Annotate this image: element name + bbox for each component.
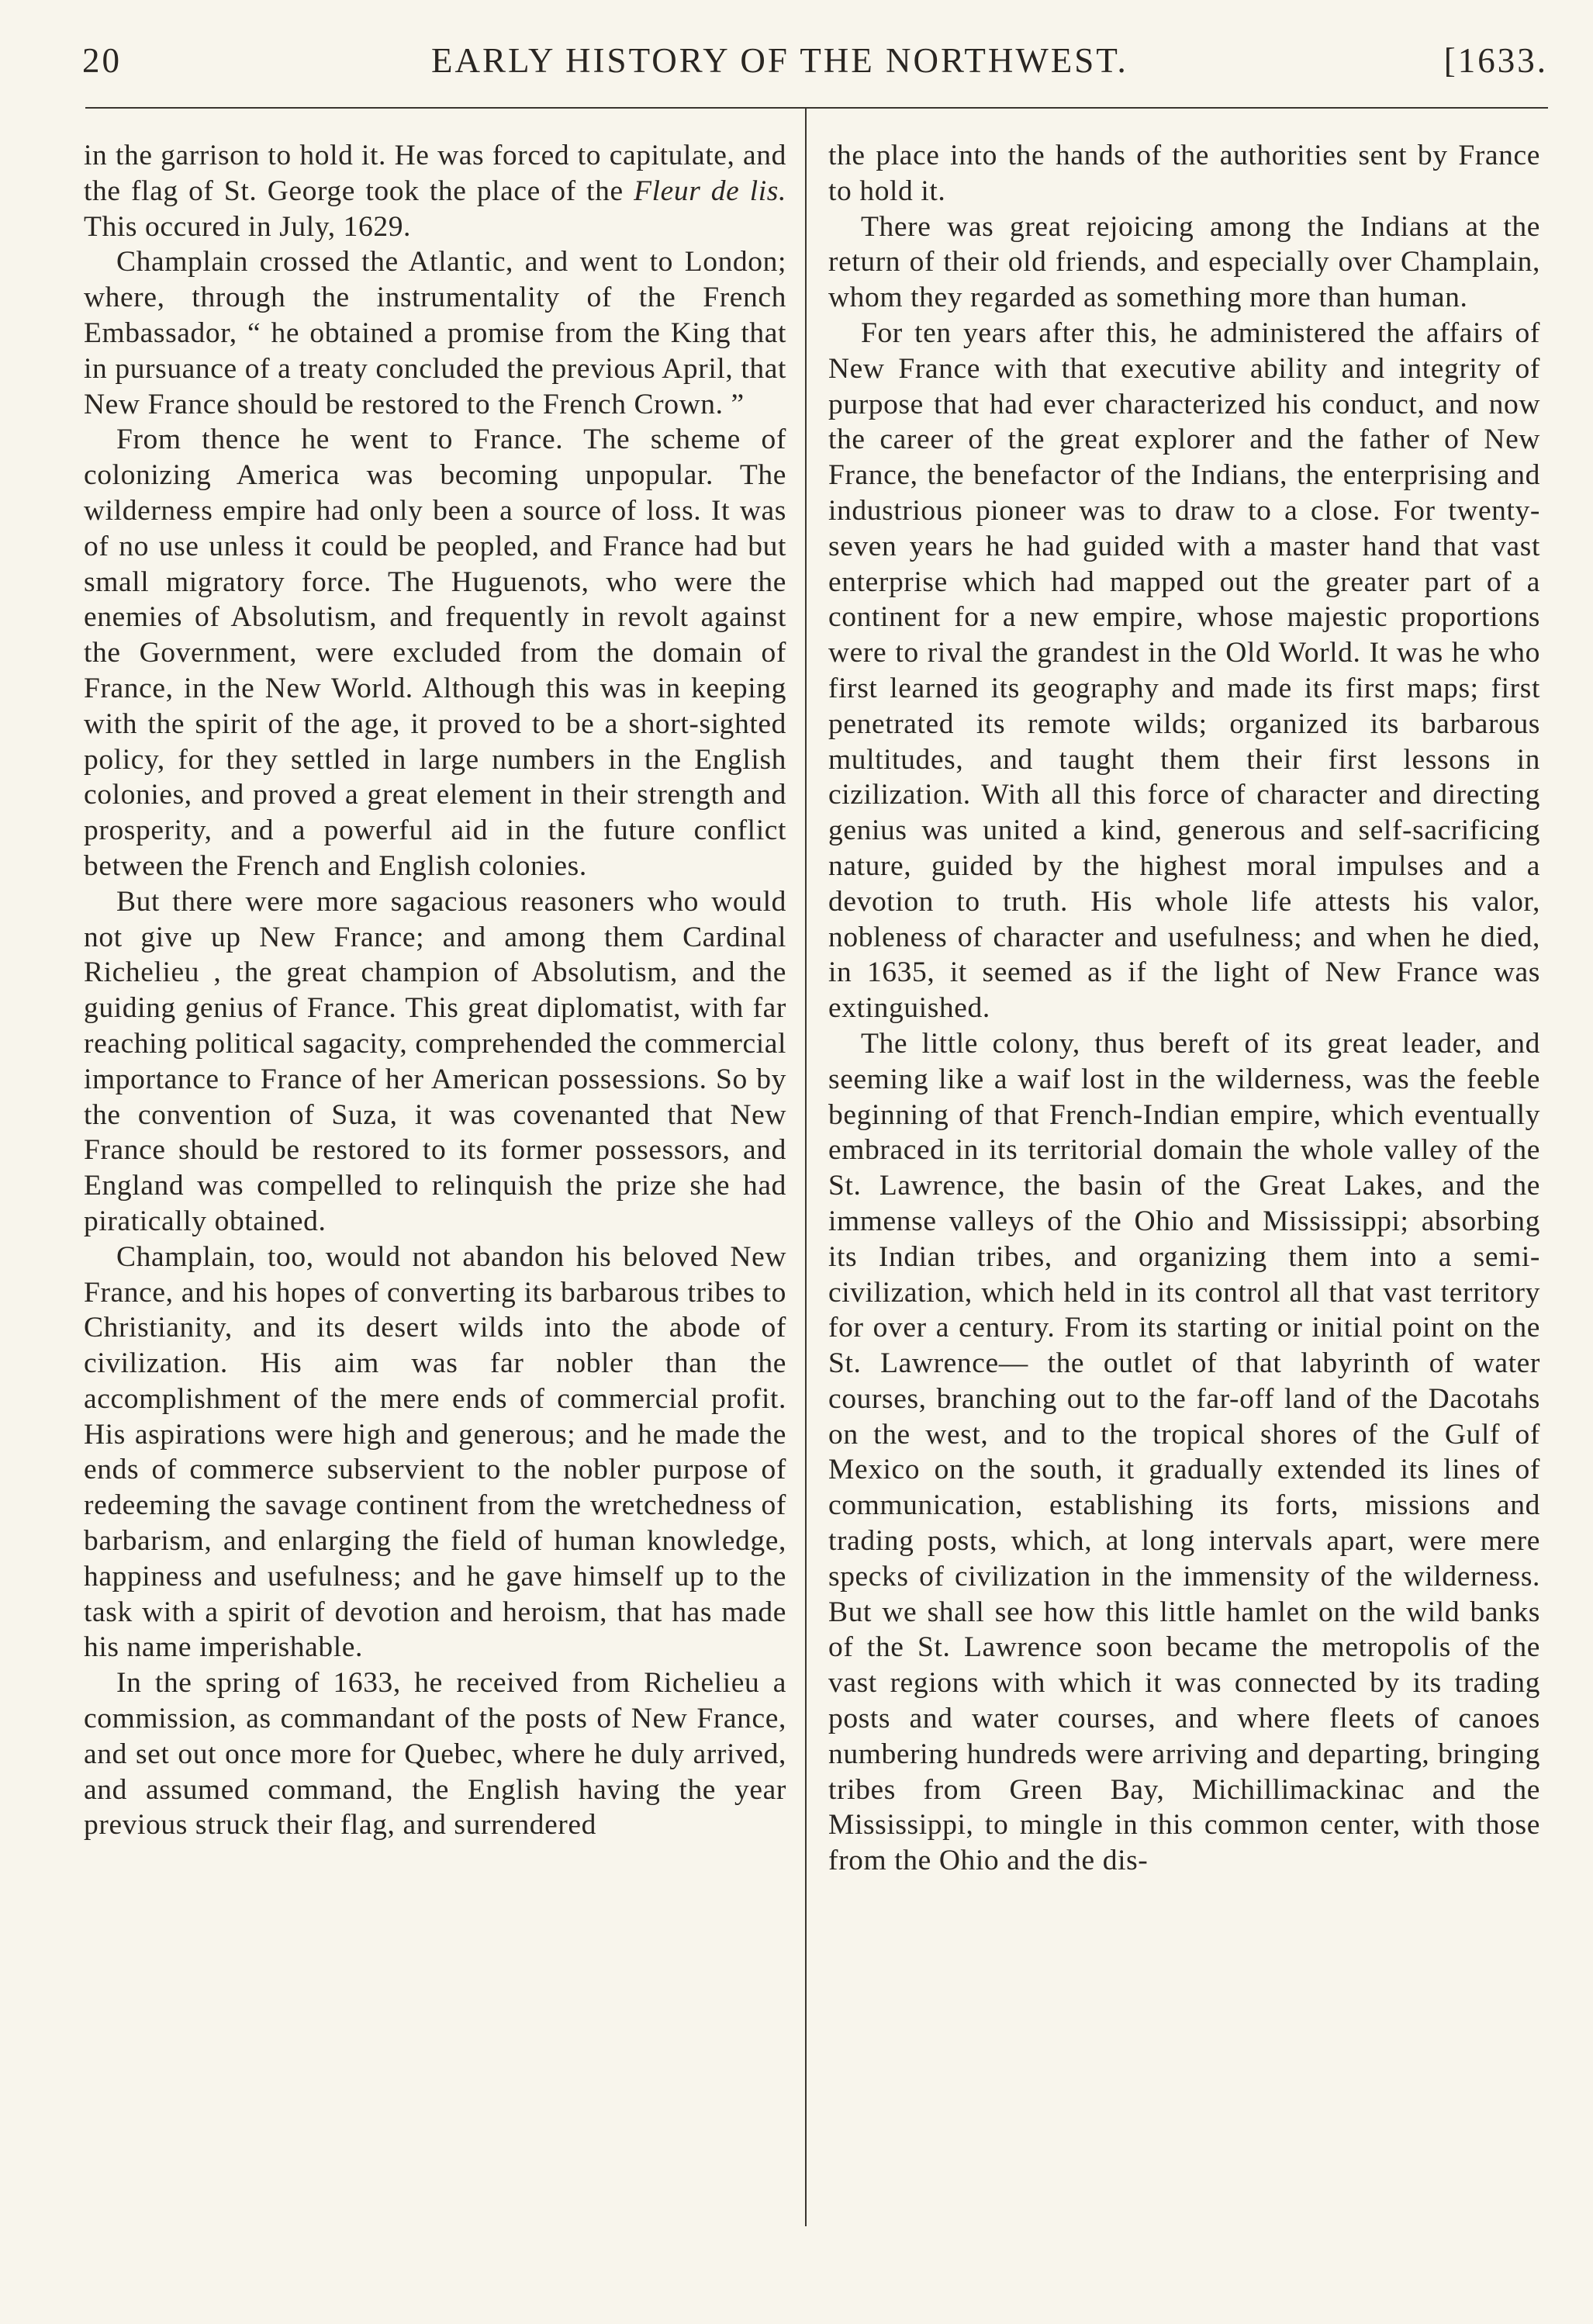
left-column — [84, 138, 786, 1843]
paragraph: Champlain crossed the Atlantic, and went to London; where, through the instrumentality of the French Embassador, “ he obtained a promise from the King that in pursuance of a treaty concluded the previous April, that New France should be restored to the French Crown. ” — [84, 246, 786, 420]
paragraph: But there were more sagacious reasoners who would not give up New France; and among them Cardinal Richelieu , the great champion of Absolutism, and the guiding genius of France. This great diplomatist, with far reaching political sagacity, comprehended the commercial importance to France of her American possessions. So by the convention of Suza, it was covenanted that New France should be restored to its former possessors, and England was compelled to relinquish the prize she had piratically obtained. — [84, 885, 786, 1237]
page-number: 20 — [82, 41, 122, 80]
paragraph: In the spring of 1633, he received from Richelieu a commission, as commandant of the posts of New France, and set out once more for Quebec, where he duly arrived, and assumed command, the English having the year previous struck their flag, and surrendered — [84, 1667, 786, 1842]
running-head — [82, 37, 1548, 84]
paragraph: There was great rejoicing among the Indians at the return of their old friends, and especially over Champlain, whom they regarded as something more than human. — [828, 210, 1540, 314]
paragraph: From thence he went to France. The scheme of colonizing America was becoming unpopular. The wilderness empire had only been a source of loss. It was of no use unless it could be peopled, and France had but small migratory force. The Huguenots, who were the enemies of Absolutism, and frequently in revolt against the Government, were excluded from the domain of France, in the New World. Although this was in keeping with the spirit of the age, it proved to be a short-sighted policy, for they settled in large numbers in the English colonies, and proved a great element in their strength and prosperity, and a powerful aid in the future conflict between the French and English colonies. — [84, 424, 786, 882]
text-run: This occured in July, 1629. — [84, 210, 412, 243]
header-rule — [85, 107, 1548, 109]
column-divider — [805, 109, 807, 2226]
paragraph: The little colony, thus bereft of its great leader, and seeming like a waif lost in the wilderness, was the feeble beginning of that French-Indian empire, which eventually embraced in its territorial domain the whole valley of the St. Lawrence, the basin of the Great Lakes, and the immense valleys of the Ohio and Mississippi; absorbing its Indian tribes, and organizing them into a semi-civilization, which held in its control all that vast territory for over a century. From its starting or initial point on the St. Lawrence— the outlet of that labyrinth of water courses, branching out to the far-off land of the Dacotahs on the west, and to the tropical shores of the Gulf of Mexico on the south, it gradually extended its lines of communication, establishing its forts, missions and trading posts, which, at long intervals apart, were mere specks of civilization in the immensity of the wilderness. But we shall see how this little hamlet on the wild banks of the St. Lawrence soon became the metropolis of the vast regions with which it was connected by its trading posts and water courses, and where fleets of canoes numbering hundreds were arriving and departing, bringing tribes from Green Bay, Michillimackinac and the Mississippi, to mingle in this common center, with those from the Ohio and the dis- — [828, 1027, 1540, 1877]
paragraph: Champlain, too, would not abandon his beloved New France, and his hopes of converting its barbarous tribes to Christianity, and its desert wilds into the abode of civilization. His aim was far nobler than the accomplishment of the mere ends of commercial profit. His aspirations were high and generous; and he made the ends of commerce subservient to the nobler purpose of redeeming the savage continent from the wretchedness of barbarism, and enlarging the field of human knowledge, happiness and usefulness; and he gave himself up to the task with a spirit of devotion and heroism, that has made his name imperishable. — [84, 1240, 786, 1664]
right-column — [828, 138, 1540, 1879]
paragraph — [84, 138, 786, 244]
text-run: in the garrison to hold it. He was forced to capitulate, and the flag of St. George took the place of the — [84, 140, 786, 207]
italic-phrase: Fleur de lis. — [634, 175, 786, 207]
paragraph: the place into the hands of the authorities sent by France to hold it. — [828, 140, 1540, 207]
running-title: EARLY HISTORY OF THE NORTHWEST. — [431, 41, 1128, 80]
running-head-year: [1633. — [1443, 41, 1548, 80]
paragraph: For ten years after this, he administered the affairs of New France with that executive ability and integrity of purpose that had ever characterized his conduct, and now the career of the great explorer and the father of New France, the benefactor of the Indians, the enterprising and industrious pioneer was to draw to a close. For twenty-seven years he had guided with a master hand that vast enterprise which had mapped out the greater part of a continent for a new empire, whose majestic proportions were to rival the grandest in the Old World. It was he who first learned its geography and made its first maps; first penetrated its remote wilds; organized its barbarous multitudes, and taught them their first lessons in cizilization. With all this force of character and directing genius was united a kind, generous and self-sacrificing nature, guided by the highest moral impulses and a devotion to truth. His whole life attests his valor, nobleness of character and usefulness; and when he died, in 1635, it seemed as if the light of New France was extinguished. — [828, 316, 1540, 1025]
